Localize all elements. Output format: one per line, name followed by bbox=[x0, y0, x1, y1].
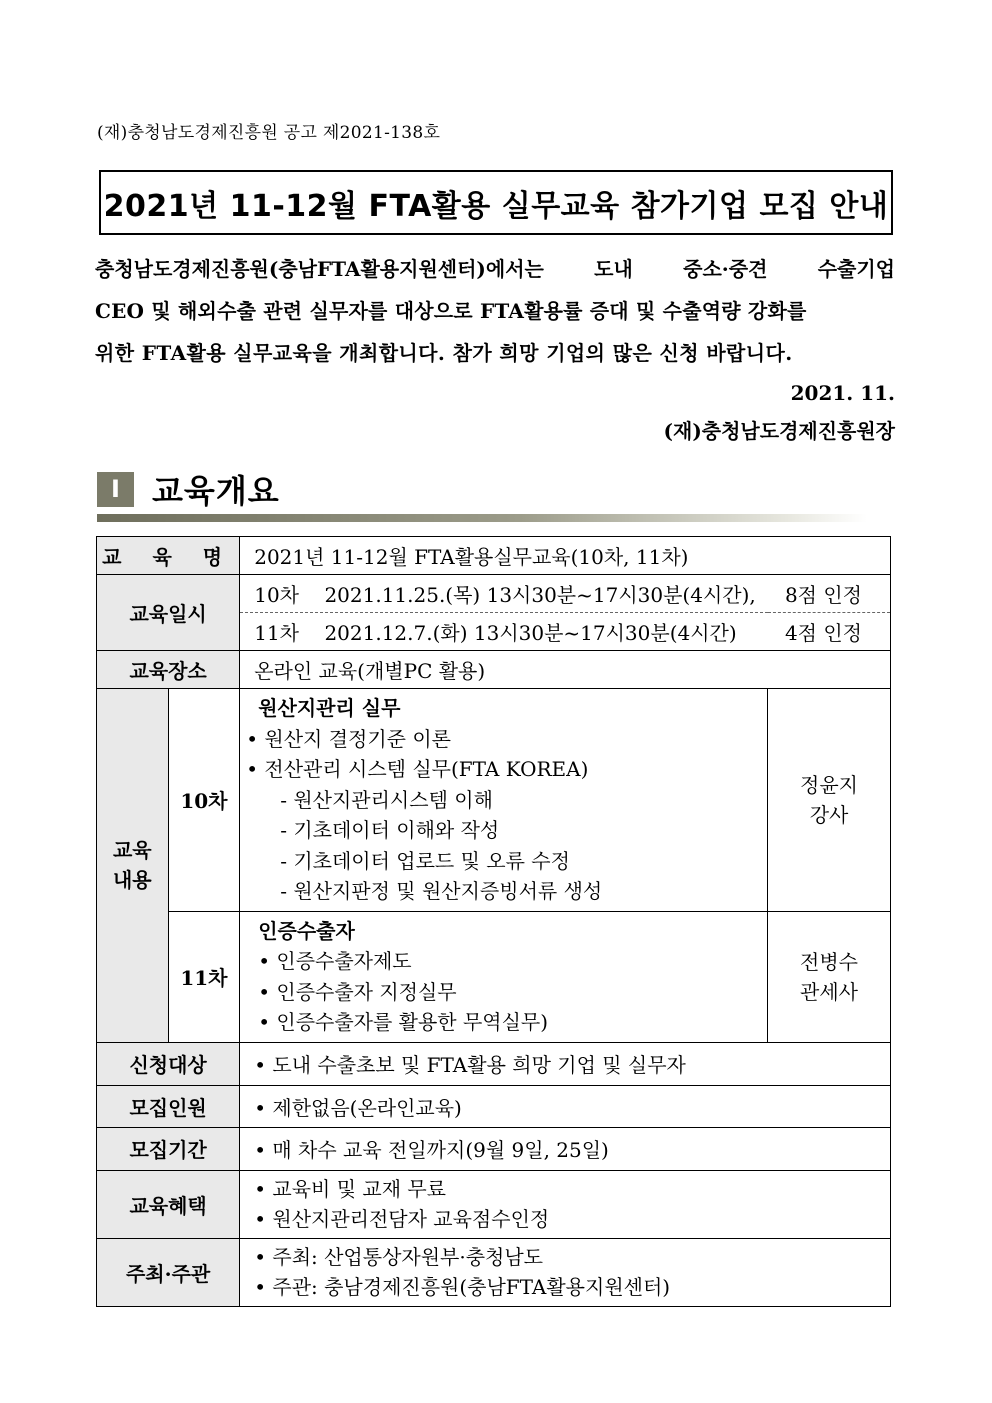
list-item: • 전산관리 시스템 실무(FTA KOREA) bbox=[246, 757, 589, 781]
section-number: Ⅰ bbox=[97, 472, 134, 507]
benefit-label: 교육혜택 bbox=[97, 1170, 240, 1238]
target-label: 신청대상 bbox=[97, 1042, 240, 1085]
round11-schedule: 11차 2021.12.7.(화) 13시30분~17시30분(4시간) 4점 인정 bbox=[240, 613, 891, 651]
list-item: • 인증수출자를 활용한 무역실무) bbox=[258, 1010, 549, 1034]
table-row bbox=[97, 651, 891, 689]
intro-line-3: 위한 FTA활용 실무교육을 개최합니다. 참가 희망 기업의 많은 신청 바랍니다. bbox=[95, 341, 793, 365]
lecturer-title: 강사 bbox=[809, 802, 849, 827]
list-item: - 원산지관리시스템 이해 bbox=[280, 787, 493, 812]
table-row bbox=[97, 911, 891, 1042]
content-head: 원산지관리 실무 bbox=[258, 696, 401, 720]
section-header bbox=[97, 468, 867, 524]
intro-word: 수출기업 bbox=[817, 257, 895, 281]
intro-word: 중소·중견 bbox=[683, 257, 768, 281]
place-value: 온라인 교육(개별PC 활용) bbox=[240, 651, 891, 689]
period-value: • 매 차수 교육 전일까지(9월 9일, 25일) bbox=[240, 1127, 891, 1170]
section-title: 교육개요 bbox=[152, 472, 280, 510]
issuer: (재)충청남도경제진흥원장 bbox=[663, 419, 895, 443]
date-label: 교육일시 bbox=[97, 575, 240, 651]
lecturer-10 bbox=[768, 689, 891, 912]
page-title: 2021년 11-12월 FTA활용 실무교육 참가기업 모집 안내 bbox=[103, 188, 889, 224]
intro-line-1 bbox=[95, 248, 895, 290]
round10-schedule: 10차 2021.11.25.(목) 13시30분~17시30분(4시간), 8점 인정 bbox=[240, 575, 891, 613]
lecturer-name: 정윤지 bbox=[800, 772, 858, 797]
content-round-11: 11차 bbox=[168, 911, 240, 1042]
overview-table bbox=[96, 536, 891, 1307]
count-value: • 제한없음(온라인교육) bbox=[240, 1085, 891, 1127]
name-label: 교 육 명 bbox=[97, 537, 240, 575]
name-value: 2021년 11-12월 FTA활용실무교육(10차, 11차) bbox=[240, 537, 891, 575]
list-item: • 주관: 충남경제진흥원(충남FTA활용지원센터) bbox=[254, 1275, 671, 1299]
list-item: • 인증수출자 지정실무 bbox=[258, 979, 457, 1004]
section-underline bbox=[97, 514, 867, 522]
content-10 bbox=[240, 689, 768, 912]
host-value bbox=[240, 1238, 891, 1306]
lecturer-title: 관세사 bbox=[800, 979, 858, 1004]
table-row bbox=[97, 1085, 891, 1127]
table-row bbox=[97, 1127, 891, 1170]
list-item: • 주최: 산업통상자원부·충청남도 bbox=[254, 1245, 543, 1269]
table-row bbox=[97, 575, 891, 613]
intro-word: 충청남도경제진흥원(충남FTA활용지원센터)에서는 bbox=[95, 257, 544, 281]
period-label: 모집기간 bbox=[97, 1127, 240, 1170]
intro-paragraph bbox=[95, 248, 895, 450]
target-value: • 도내 수출초보 및 FTA활용 희망 기업 및 실무자 bbox=[240, 1042, 891, 1085]
table-row bbox=[97, 1238, 891, 1306]
place-label: 교육장소 bbox=[97, 651, 240, 689]
lecturer-name: 전병수 bbox=[800, 949, 858, 974]
list-item: • 인증수출자제도 bbox=[258, 949, 412, 973]
count-label: 모집인원 bbox=[97, 1085, 240, 1127]
list-item: • 원산지관리전담자 교육점수인정 bbox=[254, 1207, 550, 1231]
content-label: 교육 내용 bbox=[97, 689, 169, 1043]
table-row bbox=[97, 537, 891, 575]
content-head: 인증수출자 bbox=[258, 918, 355, 943]
table-row bbox=[97, 1042, 891, 1085]
lecturer-11 bbox=[768, 911, 891, 1042]
intro-line-2: CEO 및 해외수출 관련 실무자를 대상으로 FTA활용률 증대 및 수출역량 강화를 bbox=[95, 299, 807, 323]
notice-number: (재)충청남도경제진흥원 공고 제2021-138호 bbox=[97, 123, 441, 143]
list-item: • 교육비 및 교재 무료 bbox=[254, 1177, 447, 1201]
title-box bbox=[99, 170, 893, 235]
list-item: - 기초데이터 업로드 및 오류 수정 bbox=[280, 848, 570, 873]
list-item: • 원산지 결정기준 이론 bbox=[246, 726, 451, 751]
table-row bbox=[97, 689, 891, 912]
table-row bbox=[97, 1170, 891, 1238]
benefit-value bbox=[240, 1170, 891, 1238]
content-round-10: 10차 bbox=[168, 689, 240, 912]
list-item: - 기초데이터 이해와 작성 bbox=[280, 818, 500, 842]
content-11 bbox=[240, 911, 768, 1042]
notice-date: 2021. 11. bbox=[790, 381, 895, 405]
host-label: 주최·주관 bbox=[97, 1238, 240, 1306]
list-item: - 원산지판정 및 원산지증빙서류 생성 bbox=[280, 879, 603, 903]
intro-word: 도내 bbox=[594, 257, 633, 281]
